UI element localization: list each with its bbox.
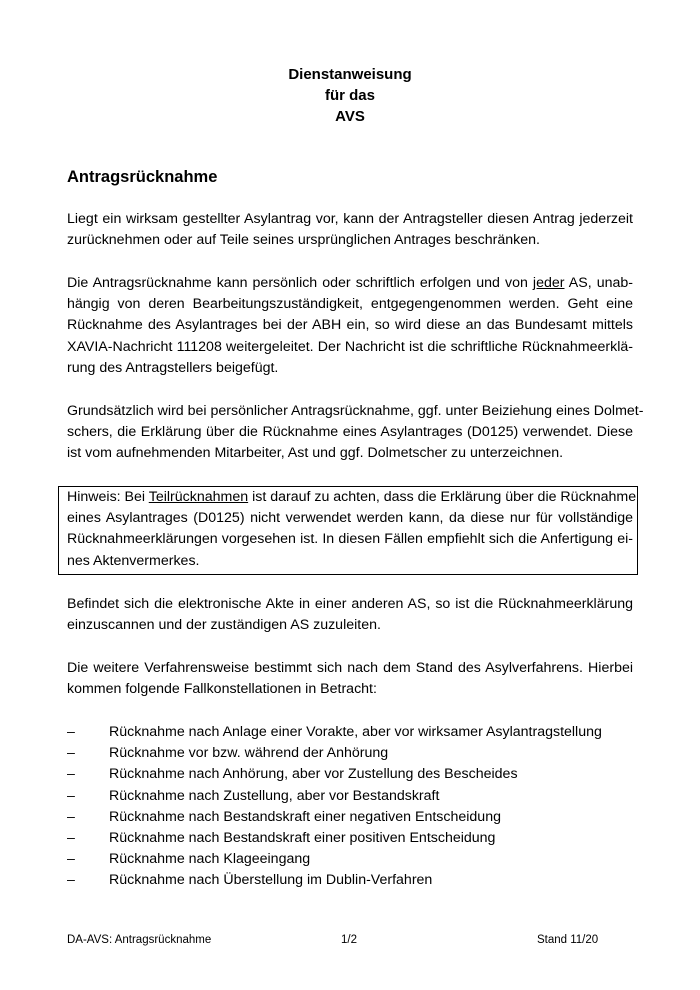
paragraph-line <box>67 273 633 294</box>
paragraph-line: zurücknehmen oder auf Teile seines ursprünglichen Antrages beschränken. <box>67 232 540 249</box>
paragraph-line: hängig von deren Bearbeitungszuständigkeit, entgegengenommen werden. Geht eine <box>67 296 633 313</box>
paragraph-line: einzuscannen und der zuständigen AS zuzuleiten. <box>67 617 381 634</box>
list-item <box>67 870 602 891</box>
list-item <box>67 828 602 849</box>
text-fragment: Hinweis: Bei <box>67 489 149 505</box>
underlined-word: Teilrücknahmen <box>148 489 249 505</box>
list-item-text: Rücknahme nach Bestandskraft einer positiven Entscheidung <box>109 830 496 847</box>
paragraph-line: Rücknahme des Asylantrages bei der ABH ein, so wird diese an das Bundesamt mittels <box>67 317 633 334</box>
note-line: Rücknahmeerklärungen vorgesehen ist. In diesen Fällen empfiehlt sich die Anfertigung ei- <box>67 531 633 548</box>
paragraph-1 <box>67 209 633 251</box>
title-line-3: AVS <box>335 108 365 125</box>
paragraph-line: schers, die Erklärung über die Rücknahme eines Asylantrages (D0125) verwendet. Diese <box>67 424 633 441</box>
list-item-text: Rücknahme nach Überstellung im Dublin-Verfahren <box>109 872 433 889</box>
underlined-word: jeder <box>532 275 565 291</box>
title-line-2: für das <box>324 87 375 104</box>
text-fragment: Die Antragsrücknahme kann persönlich oder schriftlich erfolgen und von <box>67 275 533 291</box>
dash-bullet: – <box>67 851 75 868</box>
note-line: eines Asylantrages (D0125) nicht verwendet werden kann, da diese nur für vollständige <box>67 510 633 527</box>
paragraph-3 <box>67 401 644 465</box>
section-heading: Antragsrücknahme <box>67 168 218 186</box>
text-fragment: AS, unab- <box>564 275 633 291</box>
paragraph-line: Liegt ein wirksam gestellter Asylantrag vor, kann der Antragsteller diesen Antrag jederzeit <box>67 211 633 227</box>
note-line <box>67 487 637 508</box>
text-fragment: ist darauf zu achten, dass die Erklärung über die Rücknahme <box>248 489 637 505</box>
list-item-text: Rücknahme nach Bestandskraft einer negativen Entscheidung <box>109 808 501 825</box>
document-title <box>0 64 700 127</box>
dash-bullet: – <box>67 830 75 847</box>
case-list <box>67 722 602 892</box>
list-item-text: Rücknahme nach Klageeingang <box>109 851 311 868</box>
list-item <box>67 807 602 828</box>
paragraph-line: Die weitere Verfahrensweise bestimmt sich nach dem Stand des Asylverfahrens. Hierbei <box>67 660 633 676</box>
paragraph-2 <box>67 273 633 379</box>
footer-page-number: 1/2 <box>341 934 357 946</box>
note-line: nes Aktenvermerkes. <box>67 552 200 569</box>
list-item-text: Rücknahme nach Anlage einer Vorakte, aber vor wirksamer Asylantragstellung <box>109 724 602 740</box>
dash-bullet: – <box>67 745 75 762</box>
paragraph-line: kommen folgende Fallkonstellationen in Betracht: <box>67 681 377 698</box>
dash-bullet: – <box>67 808 75 825</box>
paragraph-line: ist vom aufnehmenden Mitarbeiter, Ast und ggf. Dolmetscher zu unterzeichnen. <box>67 445 564 462</box>
dash-bullet: – <box>67 872 75 889</box>
paragraph-line: rung des Antragstellers beigefügt. <box>67 359 279 376</box>
list-item <box>67 764 602 785</box>
paragraph-line: Grundsätzlich wird bei persönlicher Antragsrücknahme, ggf. unter Beiziehung eines Dolmet- <box>67 403 644 419</box>
list-item <box>67 849 602 870</box>
footer-version: Stand 11/20 <box>537 934 599 946</box>
paragraph-line: XAVIA-Nachricht 111208 weitergeleitet. Der Nachricht ist die schriftliche Rücknahmeerklä- <box>67 338 633 355</box>
list-item <box>67 743 602 764</box>
list-item <box>67 722 602 743</box>
paragraph-4 <box>67 594 633 636</box>
list-item-text: Rücknahme nach Anhörung, aber vor Zustellung des Bescheides <box>109 766 518 783</box>
note-text <box>67 487 637 572</box>
paragraph-5 <box>67 658 633 700</box>
dash-bullet: – <box>67 724 75 740</box>
dash-bullet: – <box>67 787 75 804</box>
paragraph-line: Befindet sich die elektronische Akte in einer anderen AS, so ist die Rücknahmeerklärung <box>67 596 633 612</box>
list-item-text: Rücknahme nach Zustellung, aber vor Bestandskraft <box>109 787 440 804</box>
list-item-text: Rücknahme vor bzw. während der Anhörung <box>109 745 389 762</box>
footer-document-name: DA-AVS: Antragsrücknahme <box>67 934 212 946</box>
list-item <box>67 786 602 807</box>
dash-bullet: – <box>67 766 75 783</box>
title-line-1: Dienstanweisung <box>288 66 412 83</box>
